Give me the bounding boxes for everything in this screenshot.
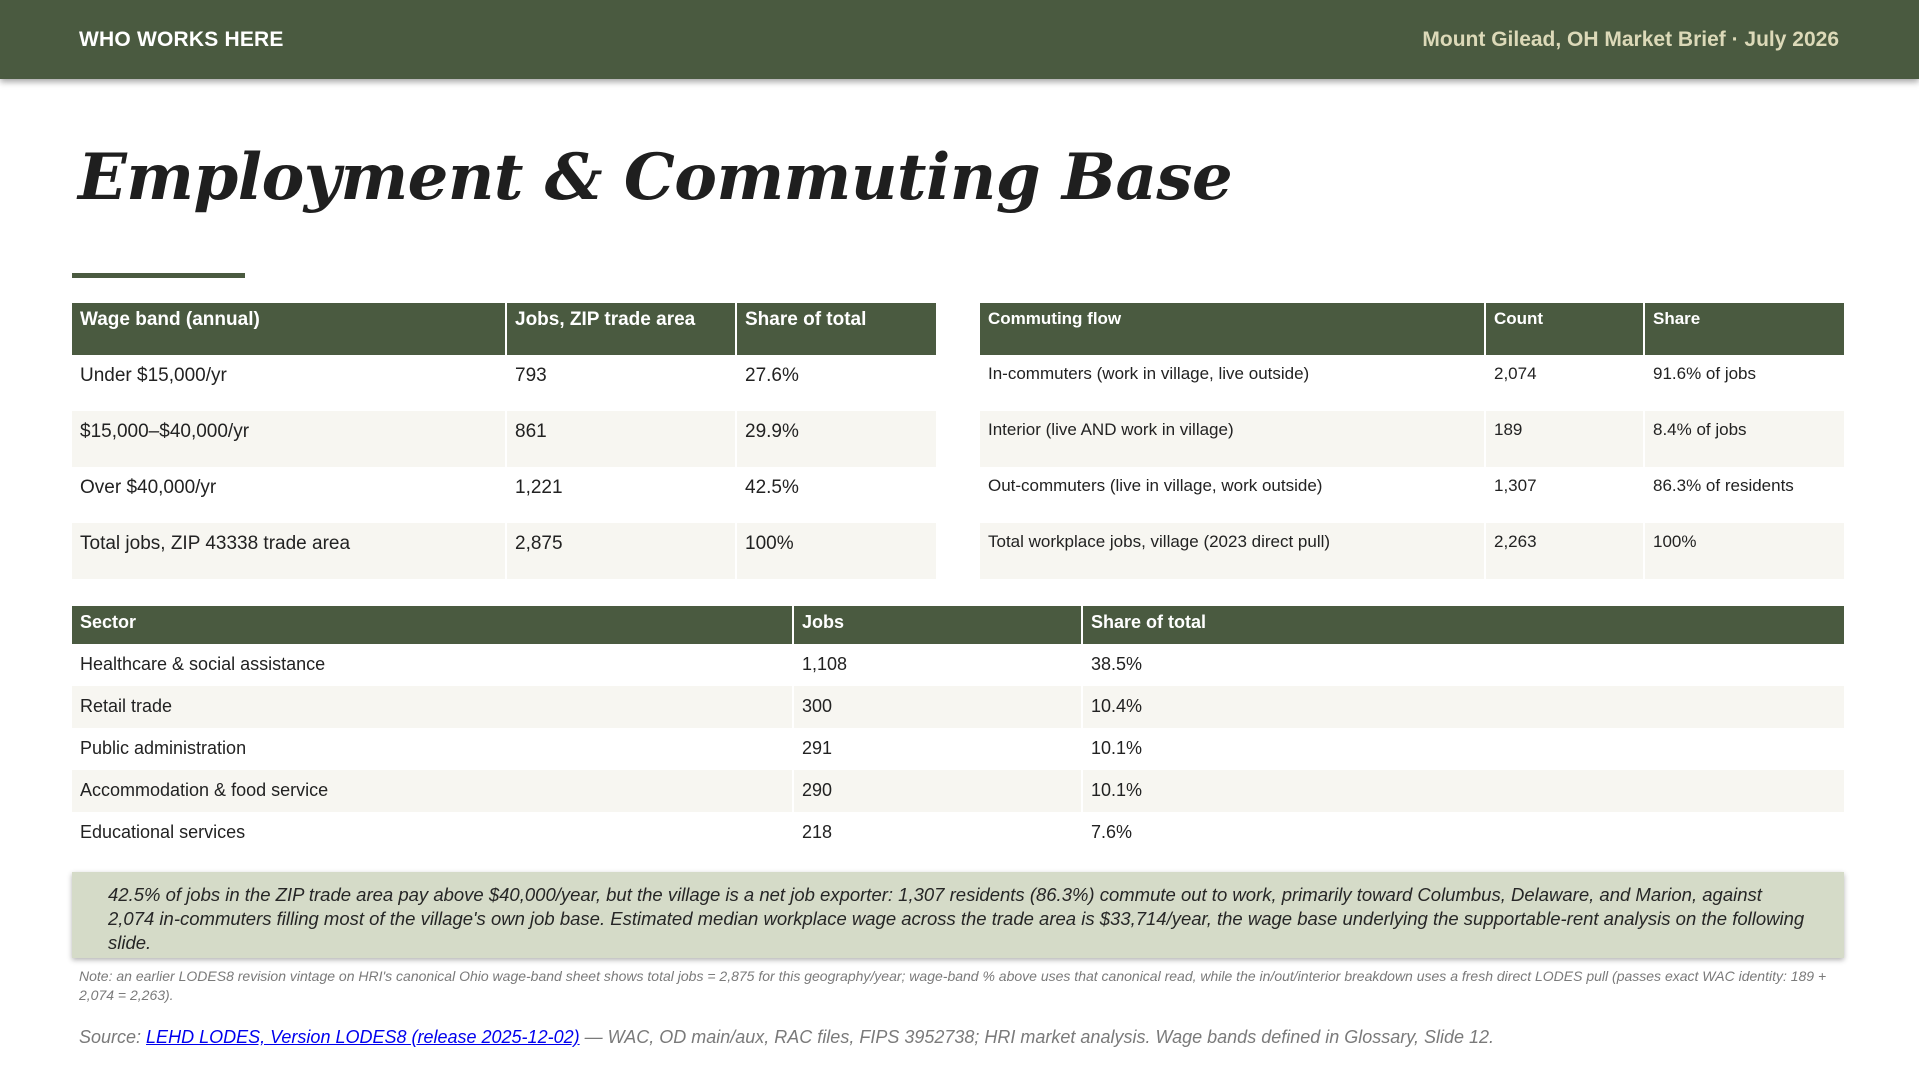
table-cell: Public administration — [80, 738, 247, 758]
sector-table — [72, 606, 1844, 854]
table-cell: 100% — [1643, 523, 1844, 579]
table-row — [980, 523, 1844, 579]
table-cell: Retail trade — [72, 686, 792, 728]
table-cell: Educational services — [80, 822, 246, 842]
table-row — [980, 355, 1844, 411]
table-row — [72, 728, 1844, 770]
table-row — [72, 770, 1844, 812]
source-link[interactable]: LEHD LODES, Version LODES8 (release 2025-12-02) — [146, 1027, 580, 1047]
table-cell: Interior (live AND work in village) — [980, 411, 1484, 467]
table-cell: 38.5% — [1081, 644, 1844, 686]
table-row — [72, 812, 1844, 854]
table-cell: Total workplace jobs, village (2023 direct pull) — [980, 523, 1484, 579]
brief-label: Mount Gilead, OH Market Brief · July 2026 — [1422, 27, 1839, 51]
table-cell: 29.9% — [735, 411, 936, 467]
table-cell: 10.1% — [1081, 770, 1844, 812]
table-cell: 291 — [792, 728, 1081, 770]
table-row — [72, 355, 936, 411]
table-cell: 861 — [505, 411, 735, 467]
table-cell: 218 — [792, 812, 1081, 854]
table-cell: 10.4% — [1081, 686, 1844, 728]
table-row — [72, 411, 936, 467]
table-cell: 2,875 — [505, 523, 735, 579]
table-cell: 300 — [792, 686, 1081, 728]
table-cell: 91.6% of jobs — [1643, 355, 1844, 411]
table-cell: 1,221 — [505, 467, 735, 523]
table-cell: Total jobs, ZIP 43338 trade area — [72, 523, 505, 579]
table-row — [72, 523, 936, 579]
table-cell: $15,000–$40,000/yr — [72, 411, 505, 467]
column-header: Share — [1643, 303, 1844, 355]
source-suffix: — WAC, OD main/aux, RAC files, FIPS 3952738; HRI market analysis. Wage bands defined in Glossary, Slide 12. — [579, 1027, 1494, 1047]
table-cell: 10.1% — [1081, 728, 1844, 770]
table-cell: Healthcare & social assistance — [80, 654, 326, 674]
table-row — [72, 644, 1844, 686]
table-row — [72, 467, 936, 523]
page-title: Employment & Commuting Base — [78, 140, 1233, 215]
table-cell: Over $40,000/yr — [80, 477, 217, 498]
top-header-bar — [0, 0, 1919, 79]
column-header: Jobs, ZIP trade area — [505, 303, 735, 355]
table-cell: 1,307 — [1484, 467, 1643, 523]
table-header-row — [72, 606, 1844, 644]
table-header-row — [980, 303, 1844, 355]
key-takeaway-callout: 42.5% of jobs in the ZIP trade area pay above $40,000/year, but the village is a net job exporter: 1,307 residents (86.3%) commute out to work, primarily toward Columbus, Delaware, and Marion, against 2,074 in-commuters filling most of the village's own job base. Estimated median workplace wage across the trade area is $33,714/year, the wage base underlying the supportable-rent analysis on the following slide. — [72, 872, 1844, 958]
column-header: Jobs — [792, 606, 1081, 644]
table-cell: 8.4% of jobs — [1643, 411, 1844, 467]
column-header: Wage band (annual) — [72, 303, 505, 355]
commuting-flow-table — [980, 303, 1844, 579]
table-row — [72, 686, 1844, 728]
table-cell: 2,074 — [1484, 355, 1643, 411]
source-prefix: Source: — [79, 1027, 147, 1047]
table-cell: Accommodation & food service — [72, 770, 792, 812]
column-header: Sector — [72, 606, 792, 644]
wage-band-table — [72, 303, 936, 579]
table-cell: 42.5% — [735, 467, 936, 523]
table-cell: 7.6% — [1081, 812, 1844, 854]
table-cell: 86.3% of residents — [1643, 467, 1844, 523]
table-row — [980, 411, 1844, 467]
table-cell: 27.6% — [735, 355, 936, 411]
table-cell: Out-commuters (live in village, work outside) — [988, 476, 1323, 495]
table-header-row — [72, 303, 936, 355]
table-cell: 100% — [735, 523, 936, 579]
table-row — [980, 467, 1844, 523]
table-cell: 290 — [792, 770, 1081, 812]
section-label: WHO WORKS HERE — [79, 27, 284, 51]
title-underline-rule — [72, 273, 245, 278]
column-header: Count — [1484, 303, 1643, 355]
table-cell: 793 — [505, 355, 735, 411]
table-cell: 189 — [1484, 411, 1643, 467]
methodology-note: Note: an earlier LODES8 revision vintage on HRI's canonical Ohio wage-band sheet shows total jobs = 2,875 for this geography/year; wage-band % above uses that canonical read, while the in/out/interior breakdown uses a fresh direct LODES pull (passes exact WAC identity: 189 + 2,074 = 2,263). — [79, 968, 1827, 1003]
column-header: Share of total — [735, 303, 936, 355]
table-cell: In-commuters (work in village, live outside) — [988, 364, 1310, 383]
table-cell: Under $15,000/yr — [80, 365, 227, 386]
column-header: Share of total — [1081, 606, 1844, 644]
source-line — [79, 1027, 1849, 1048]
table-cell: 1,108 — [792, 644, 1081, 686]
table-cell: 2,263 — [1484, 523, 1643, 579]
column-header: Commuting flow — [980, 303, 1484, 355]
